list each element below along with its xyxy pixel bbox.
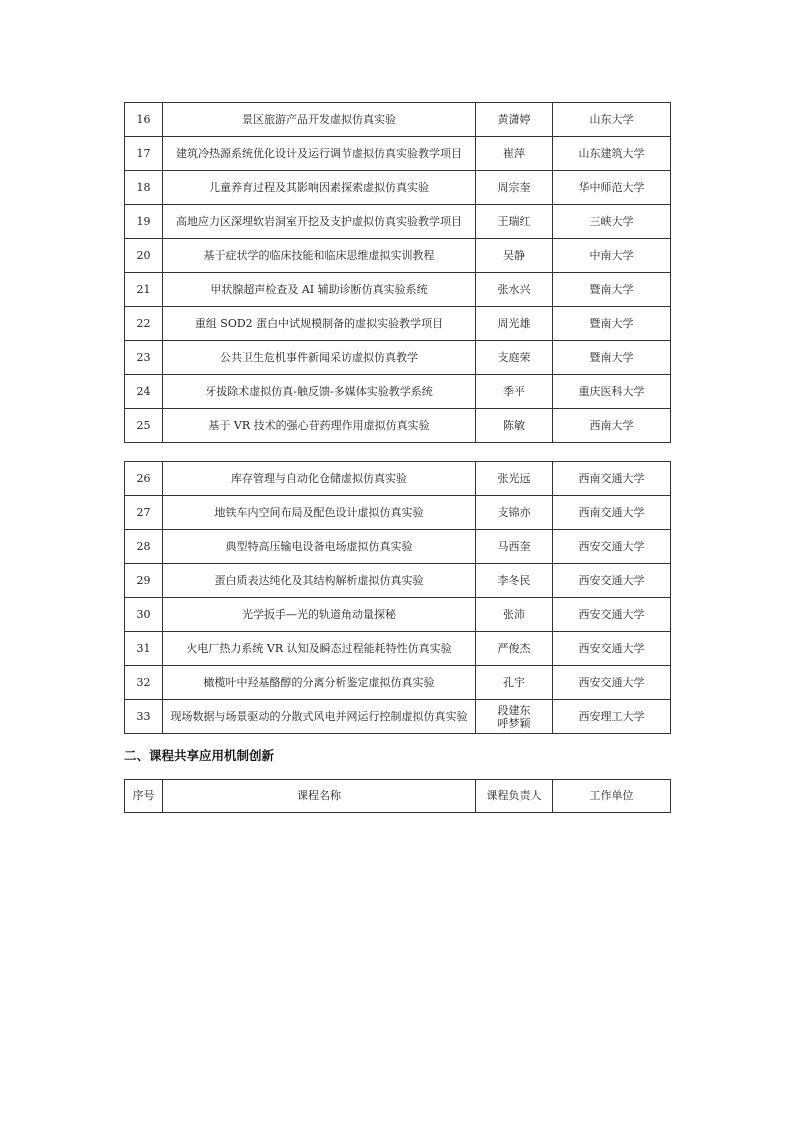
work-unit: 重庆医科大学 bbox=[553, 375, 671, 409]
table-row bbox=[125, 273, 671, 307]
course-table-part1 bbox=[124, 102, 671, 443]
course-lead-line: 呼梦颖 bbox=[497, 716, 531, 730]
course-name: 高地应力区深埋软岩洞室开挖及支护虚拟仿真实验教学项目 bbox=[163, 205, 476, 239]
table-row bbox=[125, 462, 671, 496]
row-number: 19 bbox=[125, 205, 163, 239]
work-unit: 山东建筑大学 bbox=[553, 137, 671, 171]
table-row bbox=[125, 205, 671, 239]
work-unit: 西南交通大学 bbox=[553, 462, 671, 496]
course-name: 儿童养育过程及其影响因素探索虚拟仿真实验 bbox=[163, 171, 476, 205]
work-unit: 中南大学 bbox=[553, 239, 671, 273]
row-number: 21 bbox=[125, 273, 163, 307]
course-lead: 吴静 bbox=[476, 239, 553, 273]
course-name: 牙拔除术虚拟仿真-触反馈-多媒体实验教学系统 bbox=[163, 375, 476, 409]
row-number: 16 bbox=[125, 103, 163, 137]
table-row bbox=[125, 700, 671, 734]
row-number: 28 bbox=[125, 530, 163, 564]
course-lead: 孔宇 bbox=[476, 666, 553, 700]
course-name: 地铁车内空间布局及配色设计虚拟仿真实验 bbox=[163, 496, 476, 530]
table-row bbox=[125, 239, 671, 273]
course-name: 公共卫生危机事件新闻采访虚拟仿真教学 bbox=[163, 341, 476, 375]
row-number: 29 bbox=[125, 564, 163, 598]
row-number: 20 bbox=[125, 239, 163, 273]
table-row bbox=[125, 564, 671, 598]
table-header-row bbox=[125, 780, 671, 813]
table-row bbox=[125, 598, 671, 632]
course-sharing-table bbox=[124, 779, 671, 813]
course-name: 典型特高压输电设备电场虚拟仿真实验 bbox=[163, 530, 476, 564]
header-work-unit: 工作单位 bbox=[553, 780, 671, 813]
course-lead bbox=[476, 700, 553, 734]
course-name: 库存管理与自动化仓储虚拟仿真实验 bbox=[163, 462, 476, 496]
work-unit: 西安理工大学 bbox=[553, 700, 671, 734]
course-lead-line: 段建东 bbox=[497, 703, 531, 717]
course-lead: 张光远 bbox=[476, 462, 553, 496]
row-number: 24 bbox=[125, 375, 163, 409]
course-name: 基于症状学的临床技能和临床思维虚拟实训教程 bbox=[163, 239, 476, 273]
header-course-lead: 课程负责人 bbox=[476, 780, 553, 813]
course-table-part2 bbox=[124, 461, 671, 734]
work-unit: 山东大学 bbox=[553, 103, 671, 137]
course-name: 建筑冷热源系统优化设计及运行调节虚拟仿真实验教学项目 bbox=[163, 137, 476, 171]
work-unit: 华中师范大学 bbox=[553, 171, 671, 205]
row-number: 25 bbox=[125, 409, 163, 443]
table-row bbox=[125, 530, 671, 564]
course-name: 光学扳手—光的轨道角动量探秘 bbox=[163, 598, 476, 632]
course-name: 蛋白质表达纯化及其结构解析虚拟仿真实验 bbox=[163, 564, 476, 598]
table-row bbox=[125, 103, 671, 137]
course-lead: 严俊杰 bbox=[476, 632, 553, 666]
row-number: 23 bbox=[125, 341, 163, 375]
course-lead: 崔萍 bbox=[476, 137, 553, 171]
course-lead: 黄潇婷 bbox=[476, 103, 553, 137]
work-unit: 暨南大学 bbox=[553, 273, 671, 307]
table-row bbox=[125, 341, 671, 375]
work-unit: 西安交通大学 bbox=[553, 530, 671, 564]
course-name: 重组 SOD2 蛋白中试规模制备的虚拟实验教学项目 bbox=[163, 307, 476, 341]
table-row bbox=[125, 307, 671, 341]
table-row bbox=[125, 137, 671, 171]
table-row bbox=[125, 409, 671, 443]
course-name: 橄榄叶中羟基酪醇的分离分析鉴定虚拟仿真实验 bbox=[163, 666, 476, 700]
course-lead: 张水兴 bbox=[476, 273, 553, 307]
course-lead: 季平 bbox=[476, 375, 553, 409]
work-unit: 暨南大学 bbox=[553, 341, 671, 375]
work-unit: 西南交通大学 bbox=[553, 496, 671, 530]
row-number: 17 bbox=[125, 137, 163, 171]
course-lead: 周宗奎 bbox=[476, 171, 553, 205]
row-number: 26 bbox=[125, 462, 163, 496]
course-lead: 支庭荣 bbox=[476, 341, 553, 375]
course-name: 景区旅游产品开发虚拟仿真实验 bbox=[163, 103, 476, 137]
table-row bbox=[125, 666, 671, 700]
row-number: 18 bbox=[125, 171, 163, 205]
work-unit: 西安交通大学 bbox=[553, 598, 671, 632]
course-lead: 李冬民 bbox=[476, 564, 553, 598]
header-course-name: 课程名称 bbox=[163, 780, 476, 813]
course-lead: 王瑞红 bbox=[476, 205, 553, 239]
row-number: 27 bbox=[125, 496, 163, 530]
header-number: 序号 bbox=[125, 780, 163, 813]
course-name: 甲状腺超声检查及 AI 辅助诊断仿真实验系统 bbox=[163, 273, 476, 307]
work-unit: 西安交通大学 bbox=[553, 666, 671, 700]
course-lead: 张沛 bbox=[476, 598, 553, 632]
work-unit: 西安交通大学 bbox=[553, 564, 671, 598]
course-lead: 马西奎 bbox=[476, 530, 553, 564]
table-row bbox=[125, 171, 671, 205]
course-lead: 陈敏 bbox=[476, 409, 553, 443]
row-number: 22 bbox=[125, 307, 163, 341]
section-heading: 二、课程共享应用机制创新 bbox=[124, 748, 275, 763]
table-row bbox=[125, 496, 671, 530]
work-unit: 西安交通大学 bbox=[553, 632, 671, 666]
row-number: 31 bbox=[125, 632, 163, 666]
course-name: 现场数据与场景驱动的分散式风电并网运行控制虚拟仿真实验 bbox=[163, 700, 476, 734]
work-unit: 暨南大学 bbox=[553, 307, 671, 341]
course-lead: 周光雄 bbox=[476, 307, 553, 341]
course-name: 基于 VR 技术的强心苷药理作用虚拟仿真实验 bbox=[163, 409, 476, 443]
course-name: 火电厂热力系统 VR 认知及瞬态过程能耗特性仿真实验 bbox=[163, 632, 476, 666]
work-unit: 西南大学 bbox=[553, 409, 671, 443]
row-number: 33 bbox=[125, 700, 163, 734]
table-row bbox=[125, 632, 671, 666]
work-unit: 三峡大学 bbox=[553, 205, 671, 239]
row-number: 32 bbox=[125, 666, 163, 700]
table-row bbox=[125, 375, 671, 409]
course-lead: 支锦亦 bbox=[476, 496, 553, 530]
row-number: 30 bbox=[125, 598, 163, 632]
